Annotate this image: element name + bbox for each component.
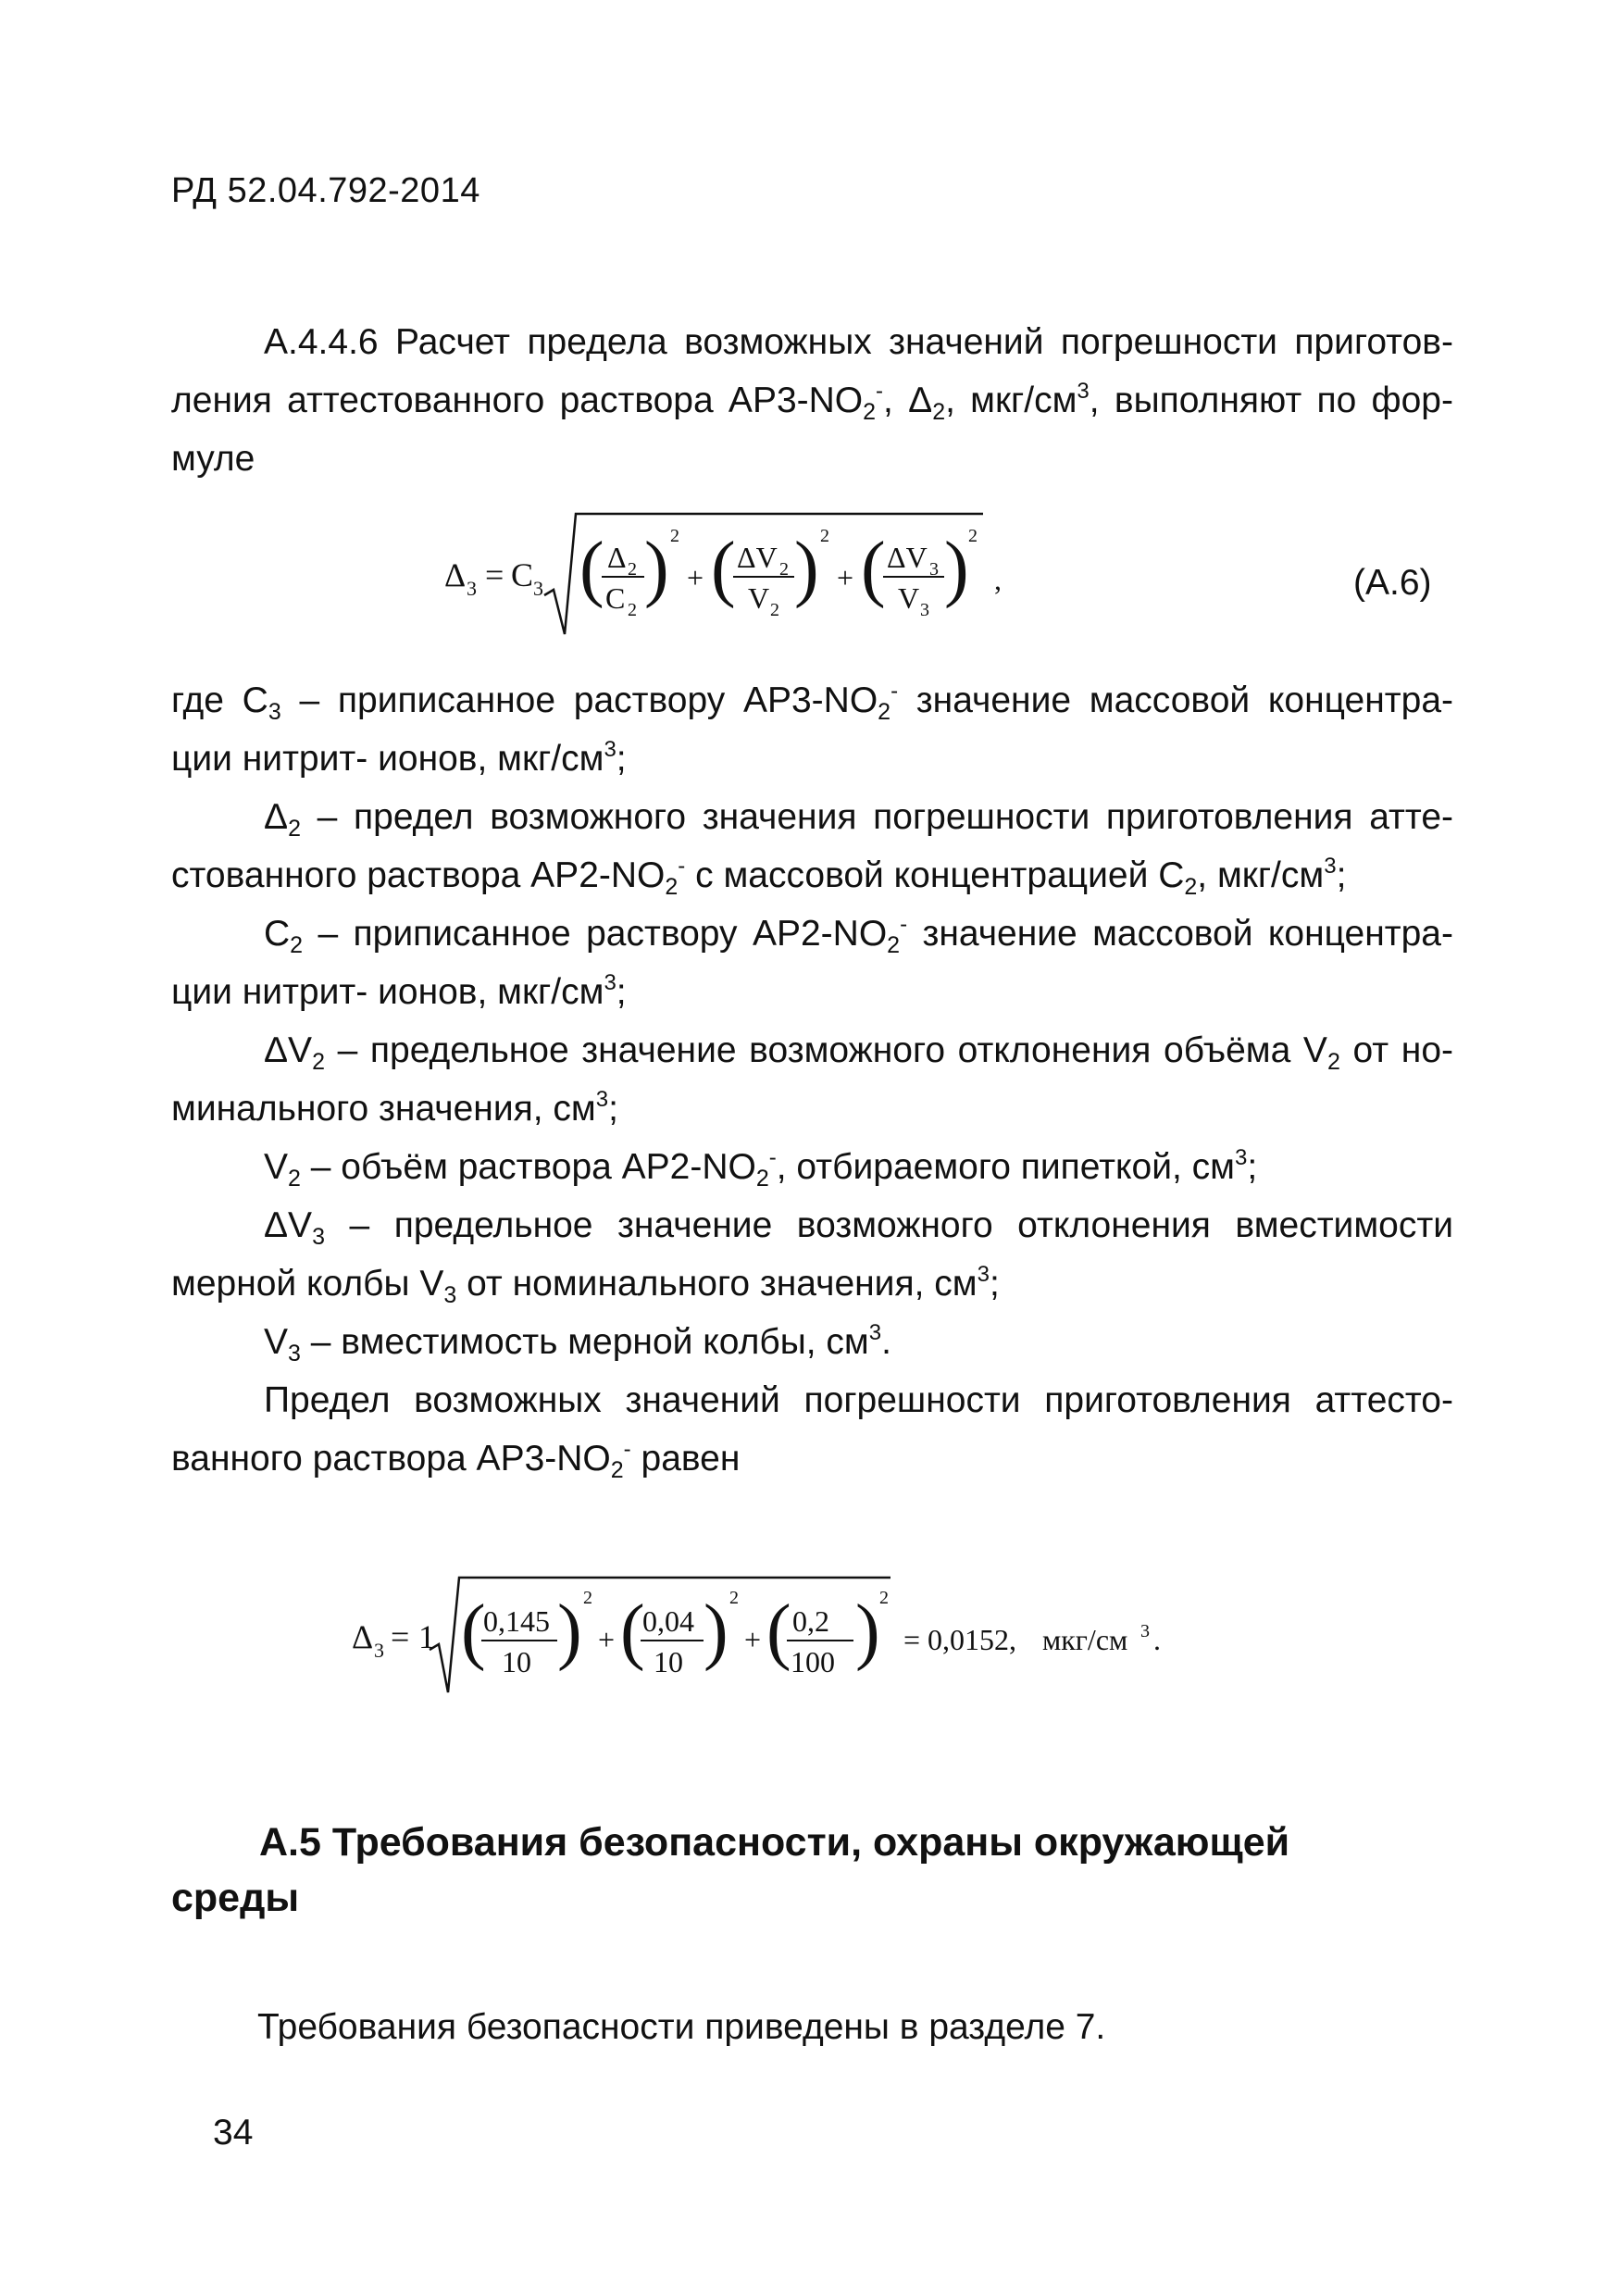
t3-num: ΔV	[887, 541, 928, 574]
fc-t3-num: 0,2	[792, 1604, 829, 1638]
comma: ,	[994, 563, 1002, 596]
def-c3: где $С_3$ – приписанное раствору $АР3-NO_2^-$ значение массовой концентра-	[171, 679, 1453, 725]
f-eq: =	[485, 556, 504, 593]
t2-num: ΔV	[737, 541, 778, 574]
fc-t3-den: 100	[791, 1645, 835, 1678]
t1-num: Δ	[607, 541, 627, 574]
def-c2-cont: ции нитрит- ионов, мкг/$см^3$;	[171, 970, 627, 1012]
section-a5-text: Требования безопасности приведены в разделе 7.	[257, 2007, 1106, 2047]
section-heading-a5	[171, 1815, 1375, 1926]
paren-open: (	[711, 528, 736, 609]
paren-close: )	[944, 528, 969, 609]
paren-close: )	[855, 1591, 880, 1672]
formula-a6-svg	[444, 505, 1018, 643]
fc-end: .	[1153, 1623, 1161, 1656]
def-c2: $С_2$ – приписанное раствору $АР2-NO_2^-$ значение массовой концентра-	[264, 912, 1453, 958]
paren-open: (	[579, 528, 604, 609]
fc-coef: 1	[418, 1618, 435, 1655]
paren-open: (	[861, 528, 886, 609]
fc-unit: мкг/см	[1042, 1623, 1128, 1656]
para-limit-line2: ванного раствора $АР3-NO_2^-$ равен	[171, 1437, 741, 1483]
fc-unit-sup: 3	[1140, 1621, 1150, 1641]
paren-open: (	[461, 1591, 486, 1672]
t2-den: V	[748, 581, 770, 615]
def-dv2: $\Delta V_2$ – предельное значение возможного отклонения объёма $V_2$ от но-	[264, 1030, 1453, 1075]
heading-line: среды	[171, 1876, 300, 1920]
def-dv3: $\Delta V_3$ – предельное значение возможного отклонения вместимости	[264, 1205, 1453, 1250]
t1-exp: 2	[670, 526, 679, 546]
t1-den: C	[605, 581, 626, 615]
def-d2: $\Delta_2$ – предел возможного значения погрешности приготовления атте-	[264, 797, 1453, 842]
fc-t2-den: 10	[654, 1645, 683, 1678]
fc-lhs-sub: 3	[374, 1639, 384, 1662]
t3-exp: 2	[968, 526, 978, 546]
page-number: 34	[213, 2113, 254, 2152]
paragraph-a446	[171, 313, 1453, 488]
f-c-sub: 3	[533, 577, 543, 600]
f-lhs: Δ	[444, 556, 467, 593]
def-dv3-cont: мерной колбы $V_3$ от номинального значения, $см^3$;	[171, 1262, 1000, 1308]
plus: +	[598, 1623, 616, 1656]
paren-close: )	[704, 1591, 729, 1672]
fc-t1-exp: 2	[583, 1588, 592, 1608]
plus: +	[687, 561, 704, 594]
paren-close: )	[644, 528, 669, 609]
def-d2-cont: стованного раствора $АР2-NO_2^-$ с массовой концентрацией $С_2$, мкг/$см^3$;	[171, 854, 1347, 900]
para-limit-line1: Предел возможных значений погрешности приготовления аттесто-	[264, 1380, 1453, 1420]
def-dv2-cont: минального значения, $см^3$;	[171, 1087, 618, 1129]
formula-a6	[444, 505, 1018, 648]
plus: +	[744, 1623, 762, 1656]
plus: +	[837, 561, 854, 594]
t3-den-sub: 3	[920, 600, 929, 620]
heading-line: А.5 Требования безопасности, охраны окружающей	[259, 1820, 1290, 1865]
paren-open: (	[766, 1591, 791, 1672]
document-header: РД 52.04.792-2014	[171, 171, 480, 210]
fc-t3-exp: 2	[879, 1588, 889, 1608]
def-c3-cont: ции нитрит- ионов, мкг/$см^3$;	[171, 737, 627, 779]
paren-close: )	[557, 1591, 582, 1672]
t1-den-sub: 2	[628, 600, 637, 620]
t3-den: V	[898, 581, 920, 615]
para-line: А.4.4.6 Расчет предела возможных значений погрешности приготов-	[264, 322, 1453, 362]
fc-lhs: Δ	[352, 1618, 374, 1655]
para-line: муле	[171, 439, 255, 479]
t2-exp: 2	[820, 526, 829, 546]
fc-t1-den: 10	[502, 1645, 531, 1678]
para-line: ления аттестованного раствора $АР3-NO_2^-$, $\Delta_2$, мкг/$см^3$, выполняют по фор-	[171, 379, 1453, 425]
fc-t1-num: 0,145	[483, 1604, 550, 1638]
paren-open: (	[620, 1591, 645, 1672]
fc-result: = 0,0152,	[903, 1623, 1017, 1656]
def-v3: $V_3$ – вместимость мерной колбы, $см^3$.	[264, 1320, 891, 1366]
f-c: C	[511, 556, 534, 593]
t1-num-sub: 2	[628, 559, 637, 580]
fc-t2-exp: 2	[729, 1588, 739, 1608]
formula-calc	[352, 1565, 1240, 1708]
paren-close: )	[794, 528, 819, 609]
formula-calc-svg	[352, 1565, 1240, 1703]
fc-t2-num: 0,04	[642, 1604, 694, 1638]
t2-num-sub: 2	[779, 559, 789, 580]
sqrt-sign	[544, 514, 983, 634]
t2-den-sub: 2	[770, 600, 779, 620]
def-v2: $V_2$ – объём раствора $АР2-NO_2^-$, отбираемого пипеткой, $см^3$;	[264, 1145, 1258, 1192]
definitions-block	[171, 671, 1453, 1488]
fc-eq: =	[391, 1618, 410, 1655]
f-lhs-sub: 3	[467, 577, 477, 600]
t3-num-sub: 3	[929, 559, 939, 580]
equation-number: (А.6)	[1353, 563, 1432, 603]
